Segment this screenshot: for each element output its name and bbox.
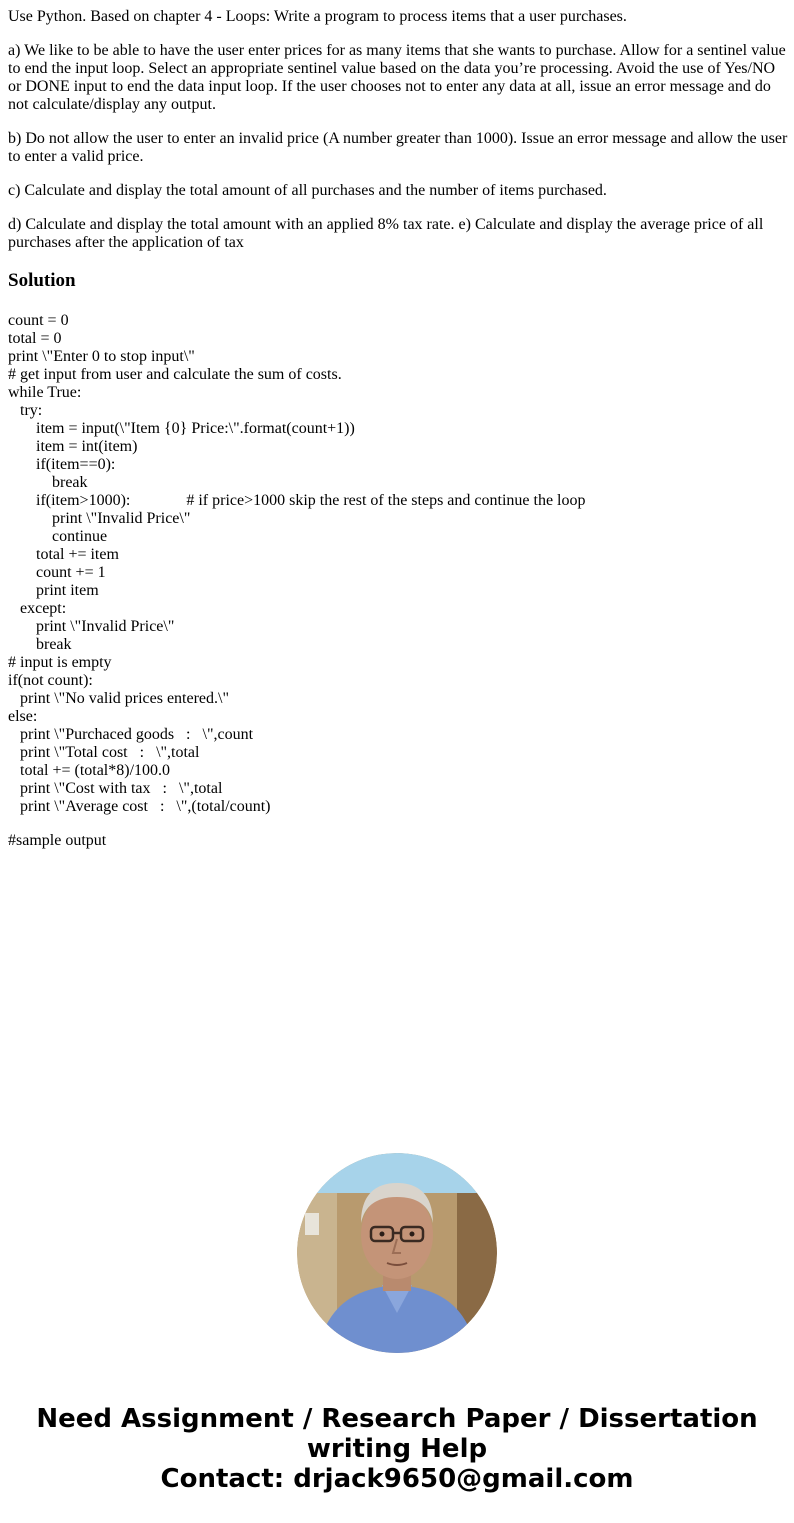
code-line: print \"No valid prices entered.\" xyxy=(8,690,229,707)
code-line: print \"Cost with tax : \",total xyxy=(8,780,223,797)
solution-heading: Solution xyxy=(8,270,76,291)
code-line: while True: xyxy=(8,384,82,401)
code-line: break xyxy=(8,636,72,653)
code-line: print item xyxy=(8,582,99,599)
code-line: try: xyxy=(8,402,43,419)
code-line: item = int(item) xyxy=(8,438,138,455)
author-photo xyxy=(297,1153,497,1353)
author-avatar xyxy=(297,1153,497,1353)
solution-code xyxy=(8,312,788,816)
code-line: continue xyxy=(8,528,108,545)
code-line: total = 0 xyxy=(8,330,62,347)
code-line: except: xyxy=(8,600,67,617)
code-line: total += item xyxy=(8,546,119,563)
code-line: print \"Purchaced goods : \",count xyxy=(8,726,254,743)
code-line: print \"Total cost : \",total xyxy=(8,744,200,761)
code-line: # get input from user and calculate the sum of costs. xyxy=(8,366,342,383)
question-part-b: b) Do not allow the user to enter an invalid price (A number greater than 1000). Issue an error message and allow the user to enter a valid price. xyxy=(8,130,788,165)
code-line: total += (total*8)/100.0 xyxy=(8,762,171,779)
question-part-a: a) We like to be able to have the user enter prices for as many items that she wants to purchase. Allow for a sentinel value to end the input loop. Select an appropriate sentinel value based on the data you’re processing. Avoid the use of Yes/NO or DONE input to end the data input loop. If the user chooses not to enter any data at all, issue an error message and do not calculate/display any output. xyxy=(8,42,786,113)
question-part-c: c) Calculate and display the total amount of all purchases and the number of items purchased. xyxy=(8,182,607,199)
footer-line-2: writing Help xyxy=(306,1434,488,1464)
code-line: print \"Invalid Price\" xyxy=(8,510,191,527)
question-intro: Use Python. Based on chapter 4 - Loops: Write a program to process items that a user purchases. xyxy=(8,8,627,25)
code-line: print \"Invalid Price\" xyxy=(8,618,175,635)
footer-line-1: Need Assignment / Research Paper / Dissertation xyxy=(36,1404,758,1434)
sample-output-label: #sample output xyxy=(8,832,107,849)
code-line: if(item==0): xyxy=(8,456,116,473)
code-line: break xyxy=(8,474,88,491)
code-line: if(not count): xyxy=(8,672,93,689)
code-line: item = input(\"Item {0} Price:\".format(count+1)) xyxy=(8,420,355,437)
document-content xyxy=(8,8,788,850)
code-line: count += 1 xyxy=(8,564,106,581)
code-line: else: xyxy=(8,708,38,725)
code-line: if(item>1000): # if price>1000 skip the rest of the steps and continue the loop xyxy=(8,492,586,509)
code-line: count = 0 xyxy=(8,312,69,329)
question-part-de: d) Calculate and display the total amount with an applied 8% tax rate. e) Calculate and display the average price of all purchases after the application of tax xyxy=(8,216,764,251)
footer-banner xyxy=(0,1404,794,1494)
code-line: print \"Average cost : \",(total/count) xyxy=(8,798,271,815)
footer-contact: Contact: drjack9650@gmail.com xyxy=(160,1464,634,1494)
code-line: print \"Enter 0 to stop input\" xyxy=(8,348,195,365)
code-line: # input is empty xyxy=(8,654,112,671)
